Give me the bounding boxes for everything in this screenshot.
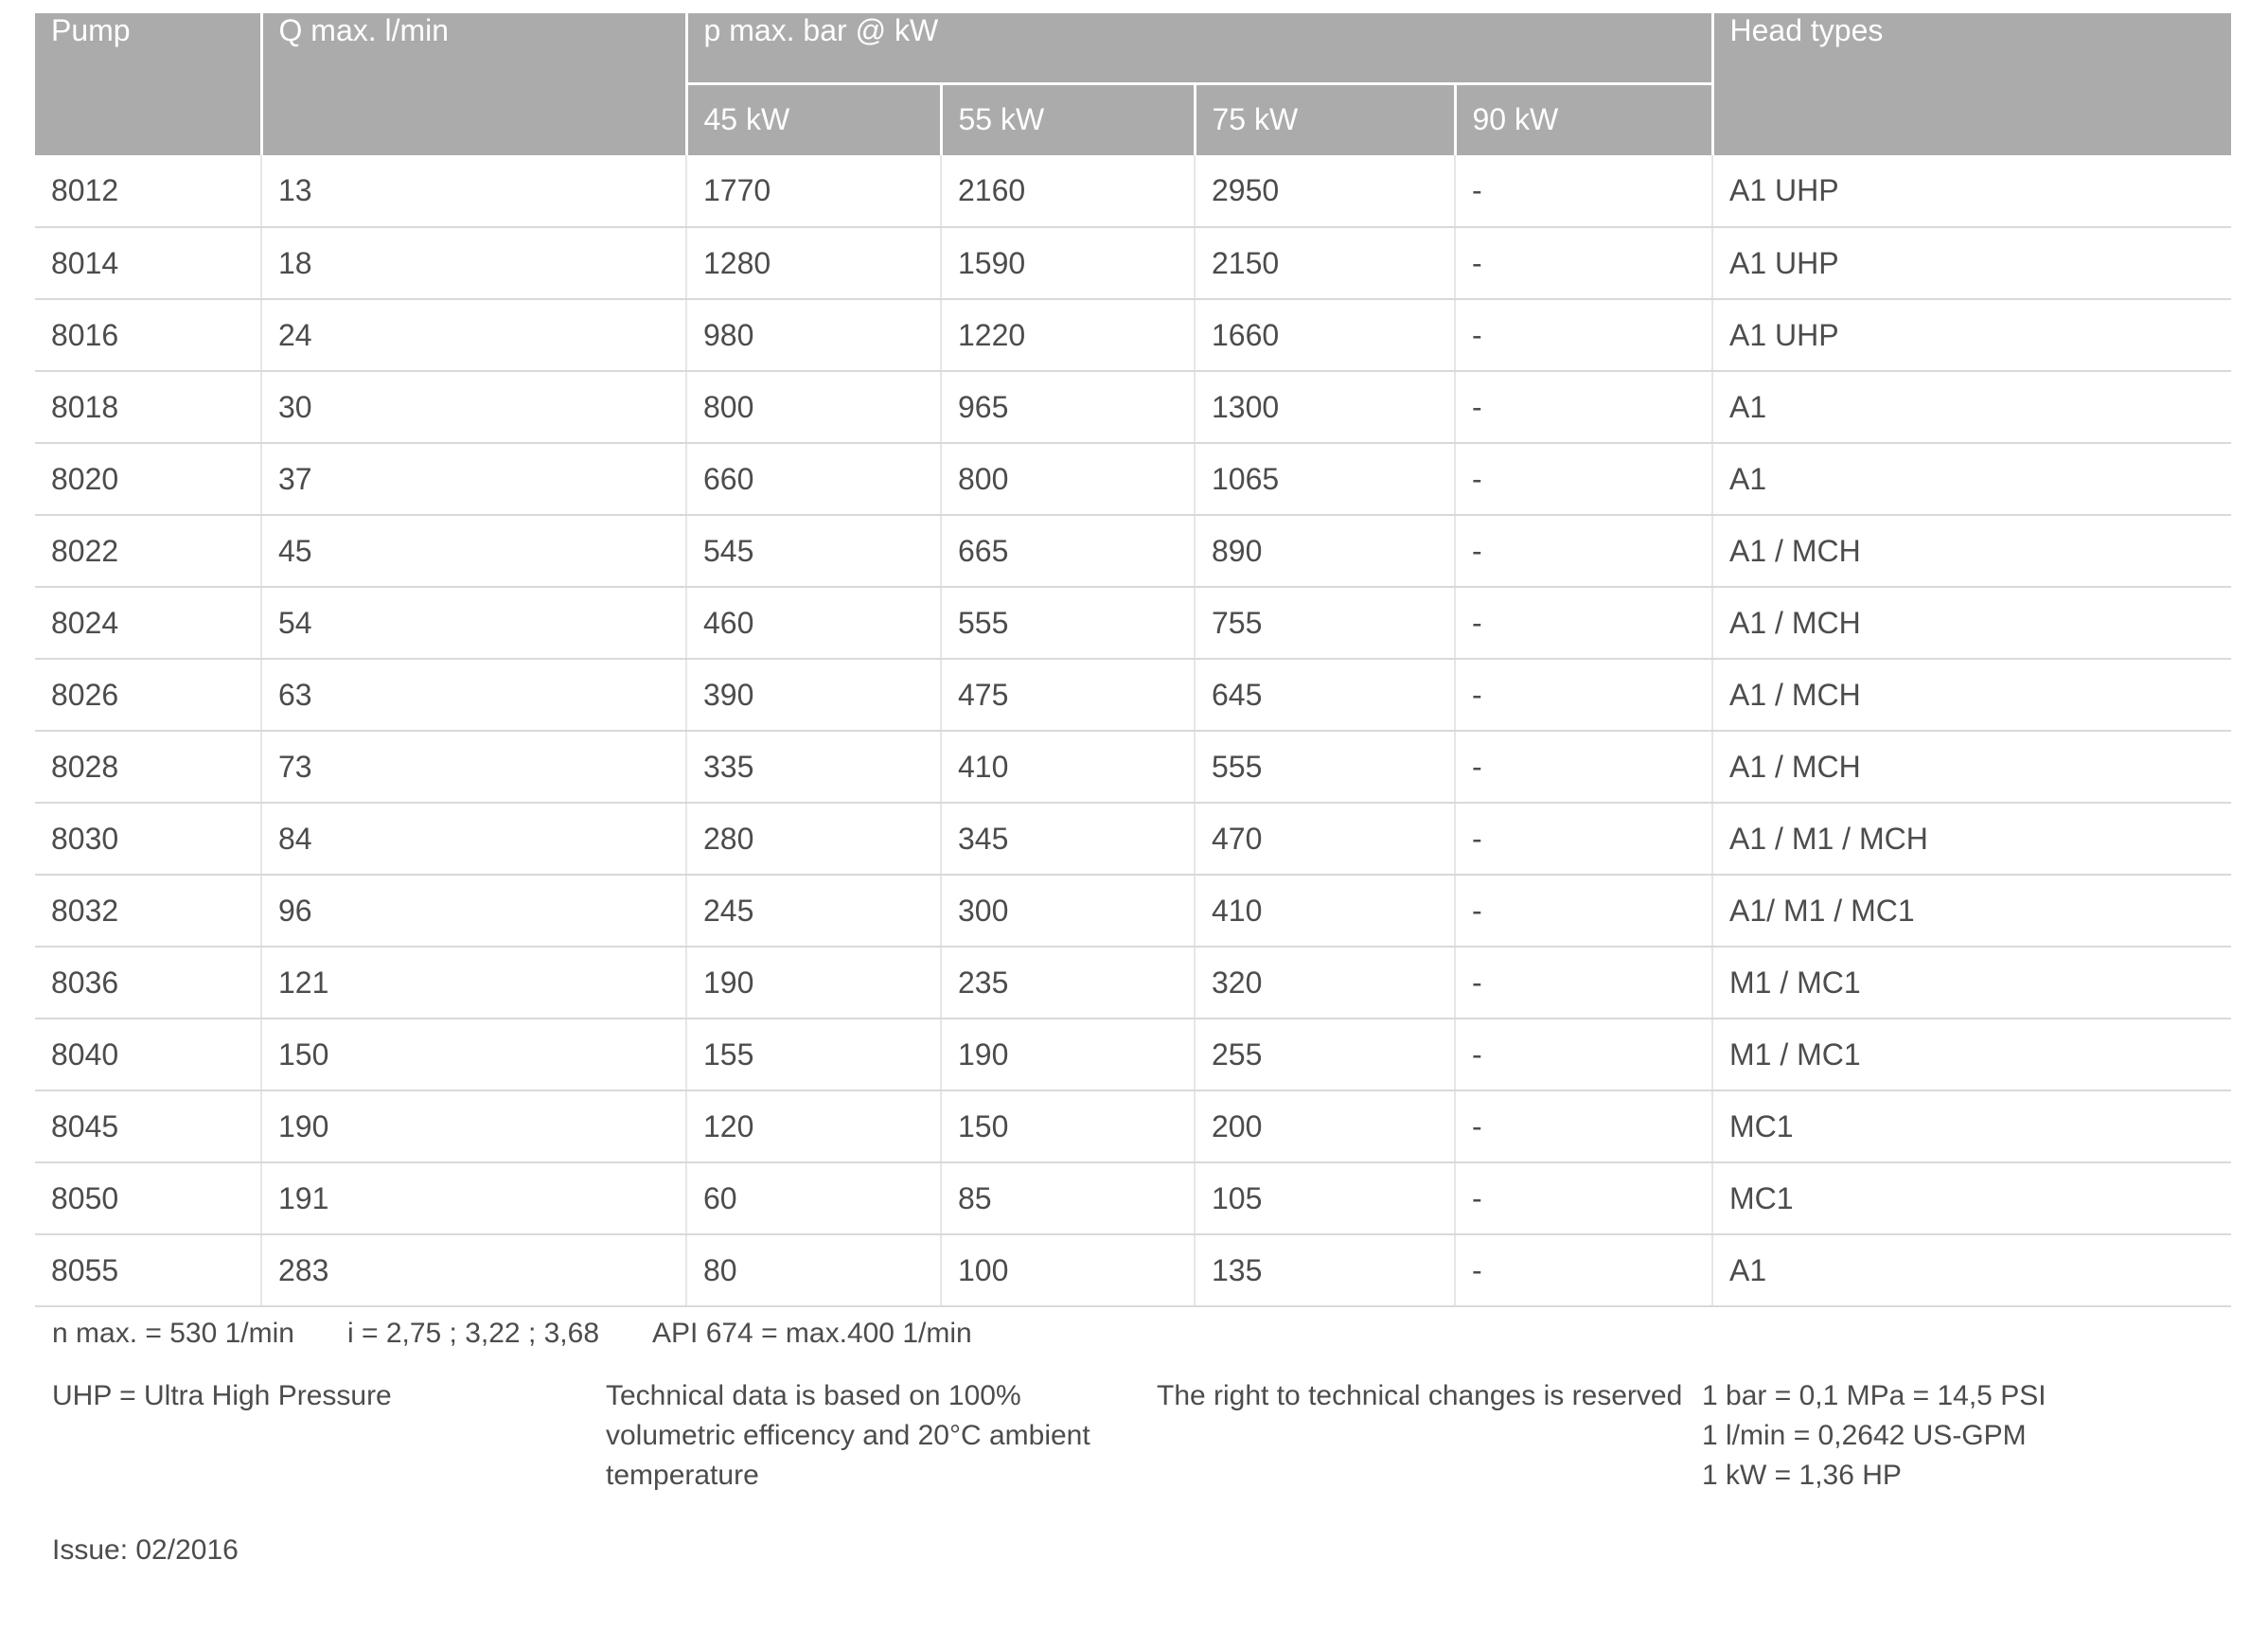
cell-pump: 8024 (35, 587, 261, 659)
cell-55kw: 235 (941, 947, 1195, 1019)
cell-45kw: 335 (686, 731, 941, 803)
conversion-kw: 1 kW = 1,36 HP (1702, 1460, 1902, 1491)
cell-head-types: A1 / MCH (1712, 659, 2231, 731)
cell-head-types: A1 (1712, 371, 2231, 443)
cell-55kw: 1590 (941, 227, 1195, 299)
column-header-75kw: 75 kW (1195, 83, 1455, 155)
cell-45kw: 190 (686, 947, 941, 1019)
cell-90kw: - (1455, 875, 1712, 947)
cell-qmax: 30 (261, 371, 686, 443)
cell-75kw: 2950 (1195, 155, 1455, 227)
cell-55kw: 190 (941, 1019, 1195, 1090)
cell-45kw: 1280 (686, 227, 941, 299)
footer-notes-grid (52, 1376, 2229, 1496)
table-header (35, 13, 2231, 155)
technical-note: Technical data is based on 100% volumetric efficency and 20°C ambient temperature (606, 1380, 1090, 1491)
cell-qmax: 24 (261, 299, 686, 371)
cell-55kw: 2160 (941, 155, 1195, 227)
cell-55kw: 665 (941, 515, 1195, 587)
table-row (35, 875, 2231, 947)
table-row (35, 659, 2231, 731)
cell-45kw: 155 (686, 1019, 941, 1090)
cell-head-types: A1 UHP (1712, 227, 2231, 299)
cell-75kw: 645 (1195, 659, 1455, 731)
column-header-90kw: 90 kW (1455, 83, 1712, 155)
cell-55kw: 300 (941, 875, 1195, 947)
cell-90kw: - (1455, 803, 1712, 875)
cell-55kw: 800 (941, 443, 1195, 515)
cell-90kw: - (1455, 1162, 1712, 1234)
cell-head-types: M1 / MC1 (1712, 947, 2231, 1019)
cell-head-types: A1 UHP (1712, 155, 2231, 227)
table-row (35, 587, 2231, 659)
cell-90kw: - (1455, 659, 1712, 731)
cell-90kw: - (1455, 1090, 1712, 1162)
cell-90kw: - (1455, 443, 1712, 515)
table-row (35, 803, 2231, 875)
cell-55kw: 85 (941, 1162, 1195, 1234)
cell-head-types: A1 / MCH (1712, 587, 2231, 659)
cell-55kw: 410 (941, 731, 1195, 803)
cell-45kw: 60 (686, 1162, 941, 1234)
cell-75kw: 105 (1195, 1162, 1455, 1234)
cell-45kw: 120 (686, 1090, 941, 1162)
n-max-note: n max. = 530 1/min (52, 1318, 294, 1349)
cell-qmax: 283 (261, 1234, 686, 1306)
table-row (35, 299, 2231, 371)
table-row (35, 1090, 2231, 1162)
uhp-note: UHP = Ultra High Pressure (52, 1380, 392, 1411)
cell-pump: 8020 (35, 443, 261, 515)
cell-90kw: - (1455, 227, 1712, 299)
cell-head-types: A1 / M1 / MCH (1712, 803, 2231, 875)
table-row (35, 947, 2231, 1019)
cell-75kw: 1065 (1195, 443, 1455, 515)
cell-45kw: 545 (686, 515, 941, 587)
cell-75kw: 890 (1195, 515, 1455, 587)
column-header-pump: Pump (35, 13, 261, 155)
cell-pump: 8022 (35, 515, 261, 587)
cell-pump: 8040 (35, 1019, 261, 1090)
cell-75kw: 135 (1195, 1234, 1455, 1306)
table-row (35, 515, 2231, 587)
column-header-45kw: 45 kW (686, 83, 941, 155)
cell-90kw: - (1455, 371, 1712, 443)
cell-pump: 8032 (35, 875, 261, 947)
table-row (35, 1234, 2231, 1306)
cell-45kw: 980 (686, 299, 941, 371)
issue-label: Issue: 02/2016 (52, 1534, 239, 1566)
cell-90kw: - (1455, 1019, 1712, 1090)
cell-pump: 8026 (35, 659, 261, 731)
cell-55kw: 965 (941, 371, 1195, 443)
cell-55kw: 345 (941, 803, 1195, 875)
cell-75kw: 410 (1195, 875, 1455, 947)
cell-75kw: 255 (1195, 1019, 1455, 1090)
cell-qmax: 63 (261, 659, 686, 731)
conversion-bar: 1 bar = 0,1 MPa = 14,5 PSI (1702, 1380, 2047, 1411)
pump-table-body (35, 155, 2231, 1306)
cell-45kw: 460 (686, 587, 941, 659)
footnotes (52, 1314, 2229, 1570)
conversion-lmin: 1 l/min = 0,2642 US-GPM (1702, 1420, 2027, 1451)
cell-pump: 8028 (35, 731, 261, 803)
cell-head-types: A1 (1712, 1234, 2231, 1306)
table-row (35, 731, 2231, 803)
cell-75kw: 2150 (1195, 227, 1455, 299)
cell-qmax: 84 (261, 803, 686, 875)
cell-head-types: MC1 (1712, 1090, 2231, 1162)
cell-75kw: 200 (1195, 1090, 1455, 1162)
cell-qmax: 96 (261, 875, 686, 947)
cell-45kw: 660 (686, 443, 941, 515)
cell-75kw: 470 (1195, 803, 1455, 875)
column-header-qmax: Q max. l/min (261, 13, 686, 155)
cell-qmax: 18 (261, 227, 686, 299)
cell-pump: 8030 (35, 803, 261, 875)
api-note: API 674 = max.400 1/min (652, 1318, 972, 1349)
cell-qmax: 190 (261, 1090, 686, 1162)
cell-head-types: M1 / MC1 (1712, 1019, 2231, 1090)
cell-45kw: 800 (686, 371, 941, 443)
column-header-head-types: Head types (1712, 13, 2231, 155)
cell-75kw: 320 (1195, 947, 1455, 1019)
cell-55kw: 150 (941, 1090, 1195, 1162)
pump-specs-table (35, 13, 2231, 1307)
cell-55kw: 555 (941, 587, 1195, 659)
cell-75kw: 555 (1195, 731, 1455, 803)
cell-head-types: A1/ M1 / MC1 (1712, 875, 2231, 947)
cell-pump: 8012 (35, 155, 261, 227)
table-row (35, 1019, 2231, 1090)
table-row (35, 155, 2231, 227)
rights-note: The right to technical changes is reserved (1157, 1380, 1683, 1411)
cell-90kw: - (1455, 155, 1712, 227)
cell-75kw: 1660 (1195, 299, 1455, 371)
table-row (35, 371, 2231, 443)
cell-head-types: A1 (1712, 443, 2231, 515)
cell-head-types: MC1 (1712, 1162, 2231, 1234)
cell-qmax: 191 (261, 1162, 686, 1234)
cell-75kw: 755 (1195, 587, 1455, 659)
cell-pump: 8045 (35, 1090, 261, 1162)
cell-pump: 8055 (35, 1234, 261, 1306)
cell-pump: 8014 (35, 227, 261, 299)
cell-qmax: 121 (261, 947, 686, 1019)
cell-qmax: 37 (261, 443, 686, 515)
cell-55kw: 100 (941, 1234, 1195, 1306)
cell-45kw: 1770 (686, 155, 941, 227)
header-row-groups (35, 13, 2231, 83)
cell-pump: 8016 (35, 299, 261, 371)
cell-90kw: - (1455, 515, 1712, 587)
cell-90kw: - (1455, 947, 1712, 1019)
table-row (35, 1162, 2231, 1234)
cell-45kw: 280 (686, 803, 941, 875)
cell-90kw: - (1455, 1234, 1712, 1306)
cell-qmax: 54 (261, 587, 686, 659)
unit-conversions (1702, 1376, 2229, 1496)
table-row (35, 443, 2231, 515)
column-header-pmax-group: p max. bar @ kW (686, 13, 1712, 83)
cell-45kw: 245 (686, 875, 941, 947)
cell-qmax: 13 (261, 155, 686, 227)
cell-55kw: 1220 (941, 299, 1195, 371)
speed-footnote-line (52, 1314, 2229, 1354)
column-header-55kw: 55 kW (941, 83, 1195, 155)
cell-90kw: - (1455, 299, 1712, 371)
cell-90kw: - (1455, 587, 1712, 659)
cell-head-types: A1 / MCH (1712, 731, 2231, 803)
cell-pump: 8050 (35, 1162, 261, 1234)
cell-qmax: 45 (261, 515, 686, 587)
cell-qmax: 150 (261, 1019, 686, 1090)
cell-pump: 8018 (35, 371, 261, 443)
cell-75kw: 1300 (1195, 371, 1455, 443)
cell-pump: 8036 (35, 947, 261, 1019)
cell-55kw: 475 (941, 659, 1195, 731)
cell-45kw: 80 (686, 1234, 941, 1306)
cell-90kw: - (1455, 731, 1712, 803)
cell-head-types: A1 / MCH (1712, 515, 2231, 587)
cell-45kw: 390 (686, 659, 941, 731)
cell-qmax: 73 (261, 731, 686, 803)
cell-head-types: A1 UHP (1712, 299, 2231, 371)
ratio-note: i = 2,75 ; 3,22 ; 3,68 (346, 1318, 599, 1349)
table-row (35, 227, 2231, 299)
